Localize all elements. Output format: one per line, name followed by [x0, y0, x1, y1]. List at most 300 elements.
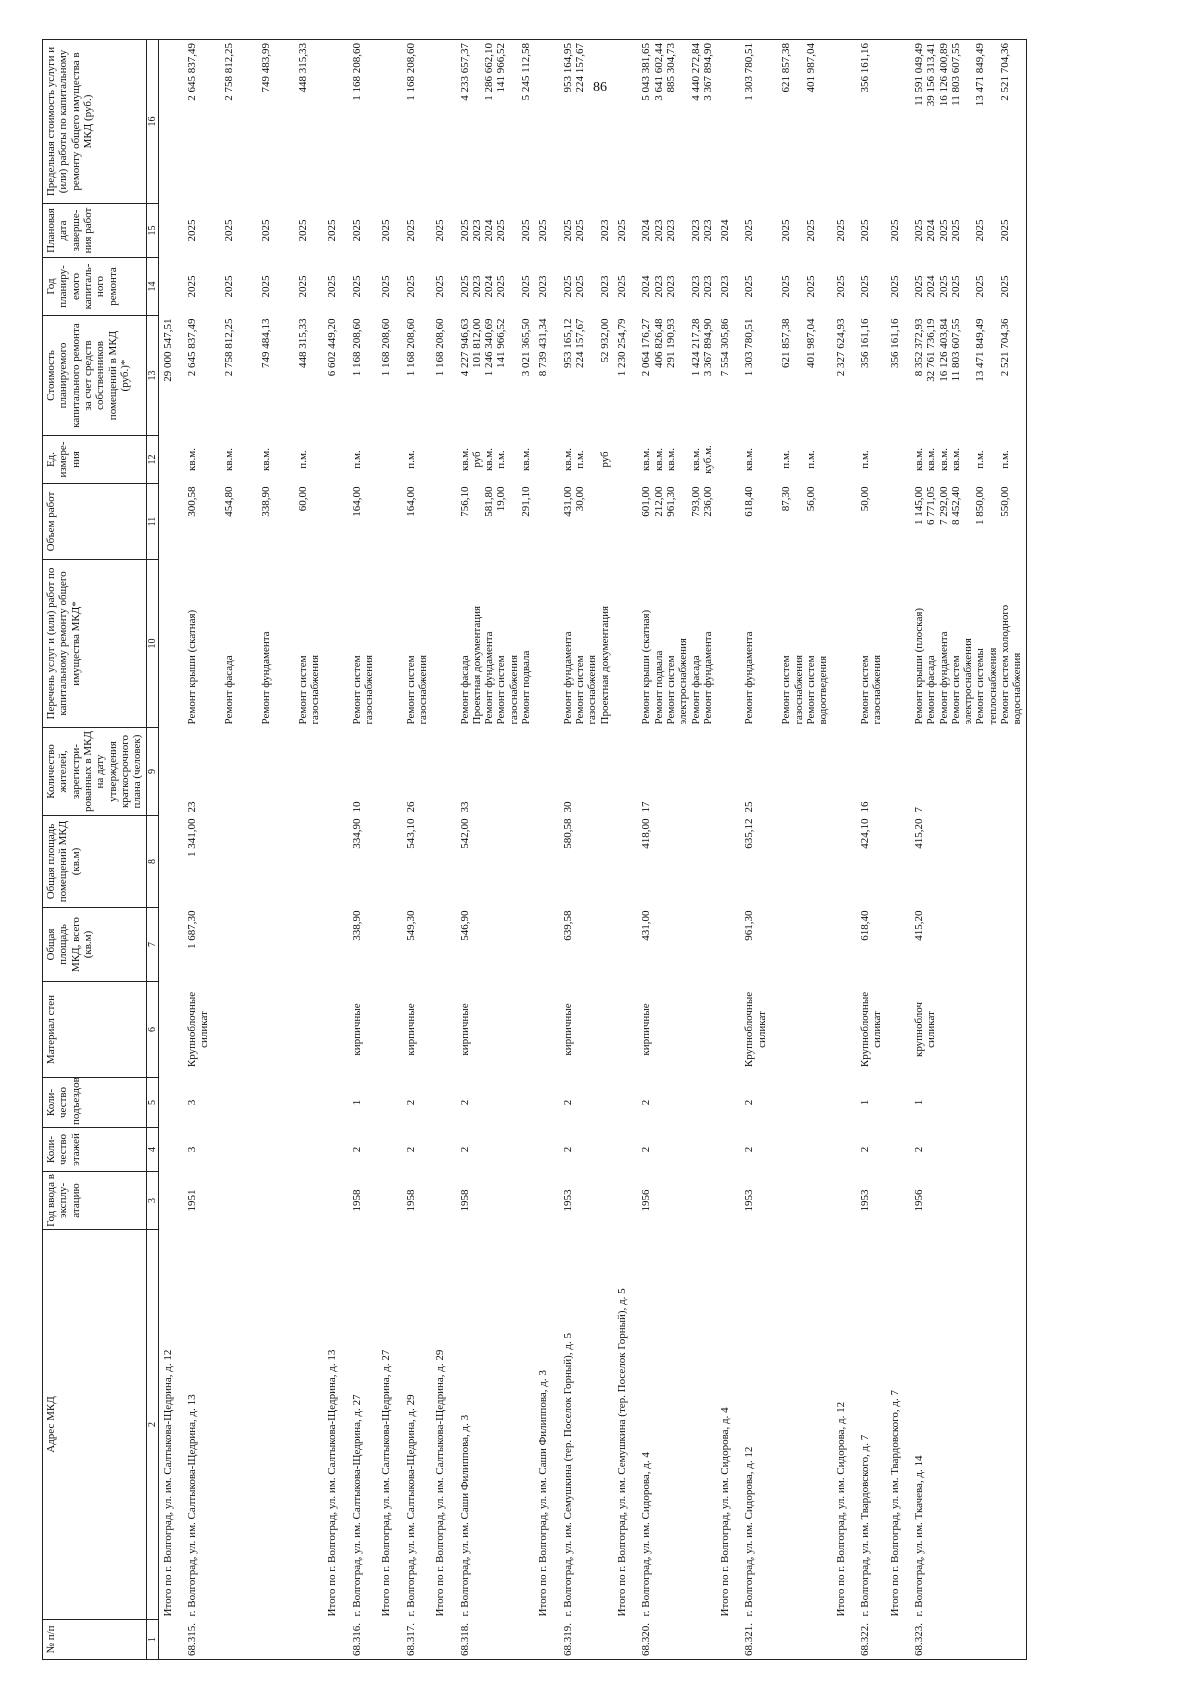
work-volume-line: 300,58: [186, 486, 198, 517]
column-number-2: 2: [146, 1230, 158, 1620]
cost-limit-line: [768, 43, 780, 201]
wall-material: кирпичные: [640, 1003, 653, 1056]
end-date: [716, 204, 741, 258]
unit-line: [272, 439, 284, 481]
column-number-4: 4: [146, 1128, 158, 1172]
row-number: [534, 1620, 559, 1660]
end-date-line: 2025: [974, 219, 987, 242]
floors: 2: [640, 1146, 653, 1153]
unit: [832, 436, 857, 484]
wall-material: [613, 982, 638, 1078]
planned-cost-line: 8 352 372,93: [912, 318, 925, 377]
entrances: [158, 1078, 184, 1128]
plan-year-line: 2025: [834, 275, 847, 298]
plan-year-line: 2023: [598, 275, 611, 298]
cost-limit: [613, 40, 638, 204]
end-date-line: 2025: [949, 219, 962, 242]
cost-limit: [184, 40, 323, 204]
plan-year-line: 2025: [804, 275, 817, 298]
planned-cost-line: 2 064 176,27: [640, 318, 653, 377]
work-volume: [832, 484, 857, 560]
end-date-line: 2023: [470, 219, 483, 242]
premises-area: [323, 816, 348, 908]
plan-year-line: 2025: [296, 275, 309, 298]
work-volume-line: 1 850,00: [974, 486, 987, 525]
table-body: [158, 40, 1026, 1660]
planned-cost-line: 621 857,38: [780, 318, 793, 368]
entrances: 3: [186, 1099, 198, 1106]
residents: 7: [911, 728, 1026, 816]
entrances: 2: [561, 1099, 574, 1106]
premises-area: [716, 816, 741, 908]
table-row: [857, 40, 886, 1660]
works-list-line: газоснабжения: [586, 654, 599, 725]
planned-cost-line: [284, 319, 296, 433]
column-number-9: 9: [146, 728, 158, 816]
end-date-line: [756, 207, 768, 255]
cost-limit-line: 39 156 313,41: [925, 43, 938, 107]
cost-limit: [534, 40, 559, 204]
cost-limit-line: [272, 43, 284, 201]
end-date-line: [508, 207, 520, 255]
floors: [613, 1128, 638, 1172]
unit-line: кв.м.: [483, 448, 496, 471]
unit: [560, 436, 613, 484]
residents: [323, 728, 348, 816]
work-volume-line: [198, 487, 210, 557]
unit-line: п.м.: [296, 450, 309, 469]
works-list: [613, 560, 638, 728]
unit-line: п.м.: [974, 450, 987, 469]
year-built: [613, 1172, 638, 1230]
cost-limit: [323, 40, 348, 204]
cost-limit-line: 621 857,38: [780, 43, 793, 93]
column-header-9: Количество жителей, зарегистри-рованных в МКД на дату утверждения краткосрочного плана (человек): [43, 728, 147, 816]
cost-limit-line: 1 168 208,60: [404, 43, 417, 101]
end-date: [403, 204, 432, 258]
plan-year-line: [768, 261, 780, 313]
year-built: [323, 1172, 348, 1230]
unit-line: кв.м.: [912, 448, 925, 471]
unit-line: [756, 439, 768, 481]
work-volume: [534, 484, 559, 560]
end-date-line: 2025: [222, 219, 235, 242]
address: г. Волгоград, ул. им. Сидорова, д. 4: [640, 1452, 653, 1617]
plan-year-line: [235, 261, 247, 313]
residents: 25: [743, 801, 756, 813]
row-number: 68.315.: [184, 1620, 323, 1660]
work-volume-line: 550,00: [999, 486, 1012, 517]
plan-year: [403, 258, 432, 316]
planned-cost: [457, 316, 535, 436]
cost-limit: [349, 40, 378, 204]
column-header-13: Стоимость планируемого капитального ремонта за счет средств собственников помещений в МКД (руб.)*: [43, 316, 147, 436]
address: г. Волгоград, ул. им. Салтыкова-Щедрина, д. 29: [404, 1394, 417, 1617]
end-date-line: 2024: [483, 219, 496, 242]
works-list-line: газоснабжения: [362, 654, 375, 725]
work-volume-line: [471, 487, 483, 557]
works-list-line: Ремонт систем: [949, 655, 962, 725]
end-date-line: 2025: [999, 219, 1012, 242]
wall-material: [158, 982, 184, 1078]
end-date-line: 2025: [743, 219, 756, 242]
end-date-line: 2025: [937, 219, 950, 242]
unit-line: кв.м.: [458, 448, 471, 471]
works-list-line: Проектная документация: [470, 605, 483, 725]
residents: 16: [858, 801, 871, 813]
work-volume-line: 30,00: [574, 486, 587, 512]
plan-year-line: 2025: [937, 275, 950, 298]
end-date: [184, 204, 323, 258]
work-volume: [560, 484, 613, 560]
planned-cost-line: [586, 319, 598, 433]
year-built: [534, 1172, 559, 1230]
premises-area: 542,00: [458, 818, 471, 849]
end-date: [832, 204, 857, 258]
work-volume: [349, 484, 378, 560]
plan-year-line: 2025: [912, 275, 925, 298]
unit-line: п.м.: [495, 450, 508, 469]
year-built: [886, 1172, 911, 1230]
unit-line: кв.м.: [652, 448, 665, 471]
cost-limit: [377, 40, 402, 204]
end-date-line: 2025: [296, 219, 309, 242]
work-volume: [323, 484, 348, 560]
work-volume-line: 793,00: [689, 486, 702, 517]
premises-area: 415,20: [911, 816, 1026, 908]
address: г. Волгоград, ул. им. Семушкина (тер. Поселок Горный), д. 5: [561, 1333, 574, 1617]
planned-cost: [911, 316, 1026, 436]
cost-limit-line: 3 367 894,90: [701, 43, 714, 101]
column-number-5: 5: [146, 1078, 158, 1128]
year-built: 1956: [640, 1189, 653, 1212]
address: г. Волгоград, ул. им. Сидорова, д. 12: [743, 1446, 756, 1617]
works-list-line: Ремонт крыши (плоская): [912, 607, 925, 725]
cost-limit-line: 953 164,95: [561, 43, 574, 93]
cost-limit-line: [211, 43, 223, 201]
works-list: [741, 560, 831, 728]
work-volume-line: 6 771,05: [925, 486, 938, 525]
residents: 10: [350, 801, 363, 813]
end-date-line: 2025: [834, 219, 847, 242]
cost-limit: [716, 40, 741, 204]
planned-cost-line: [677, 319, 689, 433]
unit-line: кв.м.: [520, 448, 533, 471]
row-number: 68.316.: [349, 1620, 378, 1660]
end-date-line: [768, 207, 780, 255]
column-header-6: Материал стен: [43, 982, 147, 1078]
unit: [431, 436, 456, 484]
column-header-4: Коли-чество этажей: [43, 1128, 147, 1172]
unit-line: [508, 439, 520, 481]
works-list-line: Ремонт фасада: [925, 655, 938, 725]
cost-limit: [638, 40, 716, 204]
planned-cost-line: 1 230 254,79: [615, 318, 628, 377]
row-number: 68.321.: [741, 1620, 831, 1660]
work-volume-line: 454,80: [222, 486, 235, 517]
works-list-line: Ремонт систем: [495, 655, 508, 725]
plan-year-line: 2025: [615, 275, 628, 298]
unit-line: [284, 439, 296, 481]
cost-limit: [457, 40, 535, 204]
plan-year-line: 2025: [380, 275, 393, 298]
floors: [886, 1128, 911, 1172]
floors: [431, 1128, 456, 1172]
planned-cost-line: 448 315,33: [296, 318, 309, 368]
works-list-line: водоотведения: [817, 655, 830, 725]
works-list-line: Ремонт подвала: [652, 650, 665, 725]
end-date: [560, 204, 613, 258]
wall-material: [832, 982, 857, 1078]
cost-limit-line: [987, 43, 999, 201]
planned-cost-line: [768, 319, 780, 433]
table-row: [457, 40, 535, 1660]
plan-year: [349, 258, 378, 316]
address: Итого по г. Волгоград, ул. им. Салтыкова-Щедрина, д. 27: [380, 1349, 393, 1617]
planned-cost: [886, 316, 911, 436]
cost-limit: [911, 40, 1026, 204]
unit-line: кв.м.: [925, 448, 938, 471]
cost-limit-line: 2 758 812,25: [222, 43, 235, 101]
residents: 30: [561, 801, 574, 813]
unit-line: кв.м.: [222, 448, 235, 471]
end-date: [857, 204, 886, 258]
work-volume-line: [586, 487, 598, 557]
cost-limit-line: 5 245 112,58: [520, 43, 533, 101]
works-list-line: Ремонт систем: [805, 655, 817, 725]
works-list-line: Ремонт систем: [350, 655, 363, 725]
unit-line: кв.м.: [949, 448, 962, 471]
subtotal-row: [323, 40, 348, 1660]
column-number-1: 1: [146, 1620, 158, 1660]
total-area: [613, 908, 638, 982]
cost-limit-line: 401 987,04: [804, 43, 817, 93]
total-area: 1 687,30: [186, 910, 198, 949]
cost-limit-line: 1 286 662,10: [483, 43, 496, 101]
work-volume-line: 756,10: [458, 486, 471, 517]
column-number-6: 6: [146, 982, 158, 1078]
planned-cost-line: 2 758 812,25: [222, 318, 235, 377]
end-date-line: 2025: [780, 219, 793, 242]
wall-material: [377, 982, 402, 1078]
entrances: 1: [350, 1099, 363, 1106]
works-list-line: электроснабжения: [962, 638, 975, 725]
planned-cost-line: [962, 319, 974, 433]
plan-year-line: 2025: [561, 275, 574, 298]
cost-limit-line: 224 157,67: [574, 43, 587, 93]
premises-area: [377, 816, 402, 908]
address: Итого по г. Волгоград, ул. им. Салтыкова-Щедрина, д. 12: [161, 1349, 174, 1617]
total-area: 961,30: [743, 910, 756, 941]
end-date-line: 2025: [404, 219, 417, 242]
residents: [832, 728, 857, 816]
cost-limit-line: 749 483,99: [259, 43, 272, 93]
plan-year-line: [987, 261, 999, 313]
total-area: 338,90: [350, 910, 363, 941]
works-list-line: газоснабжения: [507, 654, 520, 725]
premises-area: [431, 816, 456, 908]
end-date-line: 2025: [912, 219, 925, 242]
unit: [534, 436, 559, 484]
residents: 17: [640, 801, 653, 813]
premises-area: [534, 816, 559, 908]
row-number: 68.317.: [403, 1620, 432, 1660]
unit: [377, 436, 402, 484]
entrances: 2: [640, 1099, 653, 1106]
unit: [886, 436, 911, 484]
work-volume-line: 164,00: [404, 486, 417, 517]
row-number: [377, 1620, 402, 1660]
works-list: [323, 560, 348, 728]
premises-area: 424,10: [858, 818, 871, 849]
floors: [158, 1128, 184, 1172]
unit-line: кв.м.: [664, 448, 677, 471]
unit: [184, 436, 323, 484]
premises-area: 334,90: [350, 818, 363, 849]
plan-year-line: 2025: [222, 275, 235, 298]
works-list-line: Ремонт систем: [780, 655, 793, 725]
unit-line: п.м.: [780, 450, 793, 469]
plan-year-line: 2025: [458, 275, 471, 298]
planned-cost-line: [987, 319, 999, 433]
plan-year: [534, 258, 559, 316]
works-list-line: Ремонт подвала: [520, 650, 533, 725]
end-date-line: 2025: [495, 219, 508, 242]
subtotal-row: [613, 40, 638, 1660]
total-area: [886, 908, 911, 982]
plan-year-line: [248, 261, 260, 313]
cost-limit-line: 885 304,73: [664, 43, 677, 93]
subtotal-row: [886, 40, 911, 1660]
planned-cost-line: [211, 319, 223, 433]
end-date-line: 2023: [652, 219, 665, 242]
column-header-2: Адрес МКД: [43, 1230, 147, 1620]
end-date-line: [586, 207, 598, 255]
unit-line: руб: [598, 451, 611, 468]
planned-cost: [857, 316, 886, 436]
planned-cost-line: 224 157,67: [574, 318, 587, 368]
end-date-line: 2025: [537, 219, 550, 242]
planned-cost-line: 953 165,12: [561, 318, 574, 368]
plan-year: [431, 258, 456, 316]
floors: 2: [858, 1146, 871, 1153]
address: г. Волгоград, ул. им. Ткачева, д. 14: [911, 1230, 1026, 1620]
work-volume-line: [272, 487, 284, 557]
end-date: [323, 204, 348, 258]
planned-cost-line: 1 303 780,51: [743, 318, 756, 377]
year-built: 1953: [561, 1189, 574, 1212]
end-date: [638, 204, 716, 258]
wall-material: кирпичные: [404, 1003, 417, 1056]
plan-year-line: 2023: [537, 275, 550, 298]
plan-year: [323, 258, 348, 316]
cost-limit: [886, 40, 911, 204]
year-built: 1956: [911, 1172, 1026, 1230]
works-list: [911, 560, 1026, 728]
planned-cost-line: 1 246 340,69: [483, 318, 496, 377]
work-volume: [911, 484, 1026, 560]
cost-limit-line: 1 303 780,51: [743, 43, 756, 101]
work-volume-line: [211, 487, 223, 557]
end-date-line: 2025: [561, 219, 574, 242]
column-header-14: Год планиру-емого капиталь-ного ремонта: [43, 258, 147, 316]
end-date-line: [962, 207, 974, 255]
unit-line: кв.м.: [743, 448, 756, 471]
entrances: [377, 1078, 402, 1128]
table-row: [349, 40, 378, 1660]
row-number: [716, 1620, 741, 1660]
column-number-15: 15: [146, 204, 158, 258]
floors: 3: [186, 1146, 198, 1153]
year-built: 1953: [858, 1189, 871, 1212]
page-number: 86: [593, 80, 607, 95]
entrances: 1: [911, 1078, 1026, 1128]
plan-year: [832, 258, 857, 316]
cost-limit: [403, 40, 432, 204]
unit-line: п.м.: [404, 450, 417, 469]
unit-line: п.м.: [999, 450, 1012, 469]
planned-cost-line: [198, 319, 210, 433]
end-date-line: 2025: [326, 219, 339, 242]
row-number: [323, 1620, 348, 1660]
works-list-line: Ремонт систем: [664, 655, 677, 725]
works-list-line: газоснабжения: [871, 654, 884, 725]
cost-limit-line: 4 233 657,37: [458, 43, 471, 101]
works-list-line: [768, 563, 780, 725]
end-date-line: 2024: [925, 219, 938, 242]
unit: [158, 436, 184, 484]
address: Итого по г. Волгоград, ул. им. Твардовского, д. 7: [888, 1390, 901, 1617]
planned-cost-line: 141 966,52: [495, 318, 508, 368]
plan-year-line: 2025: [574, 275, 587, 298]
plan-year-line: [962, 261, 974, 313]
premises-area: 543,10: [404, 818, 417, 849]
plan-year-line: 2024: [925, 275, 938, 298]
total-area: 415,20: [911, 908, 1026, 982]
plan-year-line: 2025: [999, 275, 1012, 298]
plan-year: [857, 258, 886, 316]
works-list: [184, 560, 323, 728]
end-date: [431, 204, 456, 258]
subtotal-row: [158, 40, 184, 1660]
planned-cost-line: 291 190,93: [664, 318, 677, 368]
works-list: [832, 560, 857, 728]
end-date-line: 2025: [858, 219, 871, 242]
total-area: [323, 908, 348, 982]
premises-area: 580,58: [561, 818, 574, 849]
work-volume-line: 212,00: [652, 486, 665, 517]
work-volume-line: 7 292,00: [937, 486, 950, 525]
planned-cost-line: 1 168 208,60: [404, 318, 417, 377]
plan-year: [158, 258, 184, 316]
wall-material: крупноблоч силикат: [911, 982, 1026, 1078]
works-list-line: газоснабжения: [309, 654, 322, 725]
end-date: [911, 204, 1026, 258]
works-list-line: Ремонт систем: [858, 655, 871, 725]
works-list: [857, 560, 886, 728]
wall-material: Крупноблочные силикат: [743, 991, 768, 1068]
plan-year: [716, 258, 741, 316]
cost-limit-line: [284, 43, 296, 201]
end-date: [457, 204, 535, 258]
plan-year: [457, 258, 535, 316]
premises-area: [613, 816, 638, 908]
floors: 2: [350, 1146, 363, 1153]
unit: [638, 436, 716, 484]
works-list: [349, 560, 378, 728]
end-date-line: 2023: [598, 219, 611, 242]
wall-material: кирпичные: [350, 1003, 363, 1056]
